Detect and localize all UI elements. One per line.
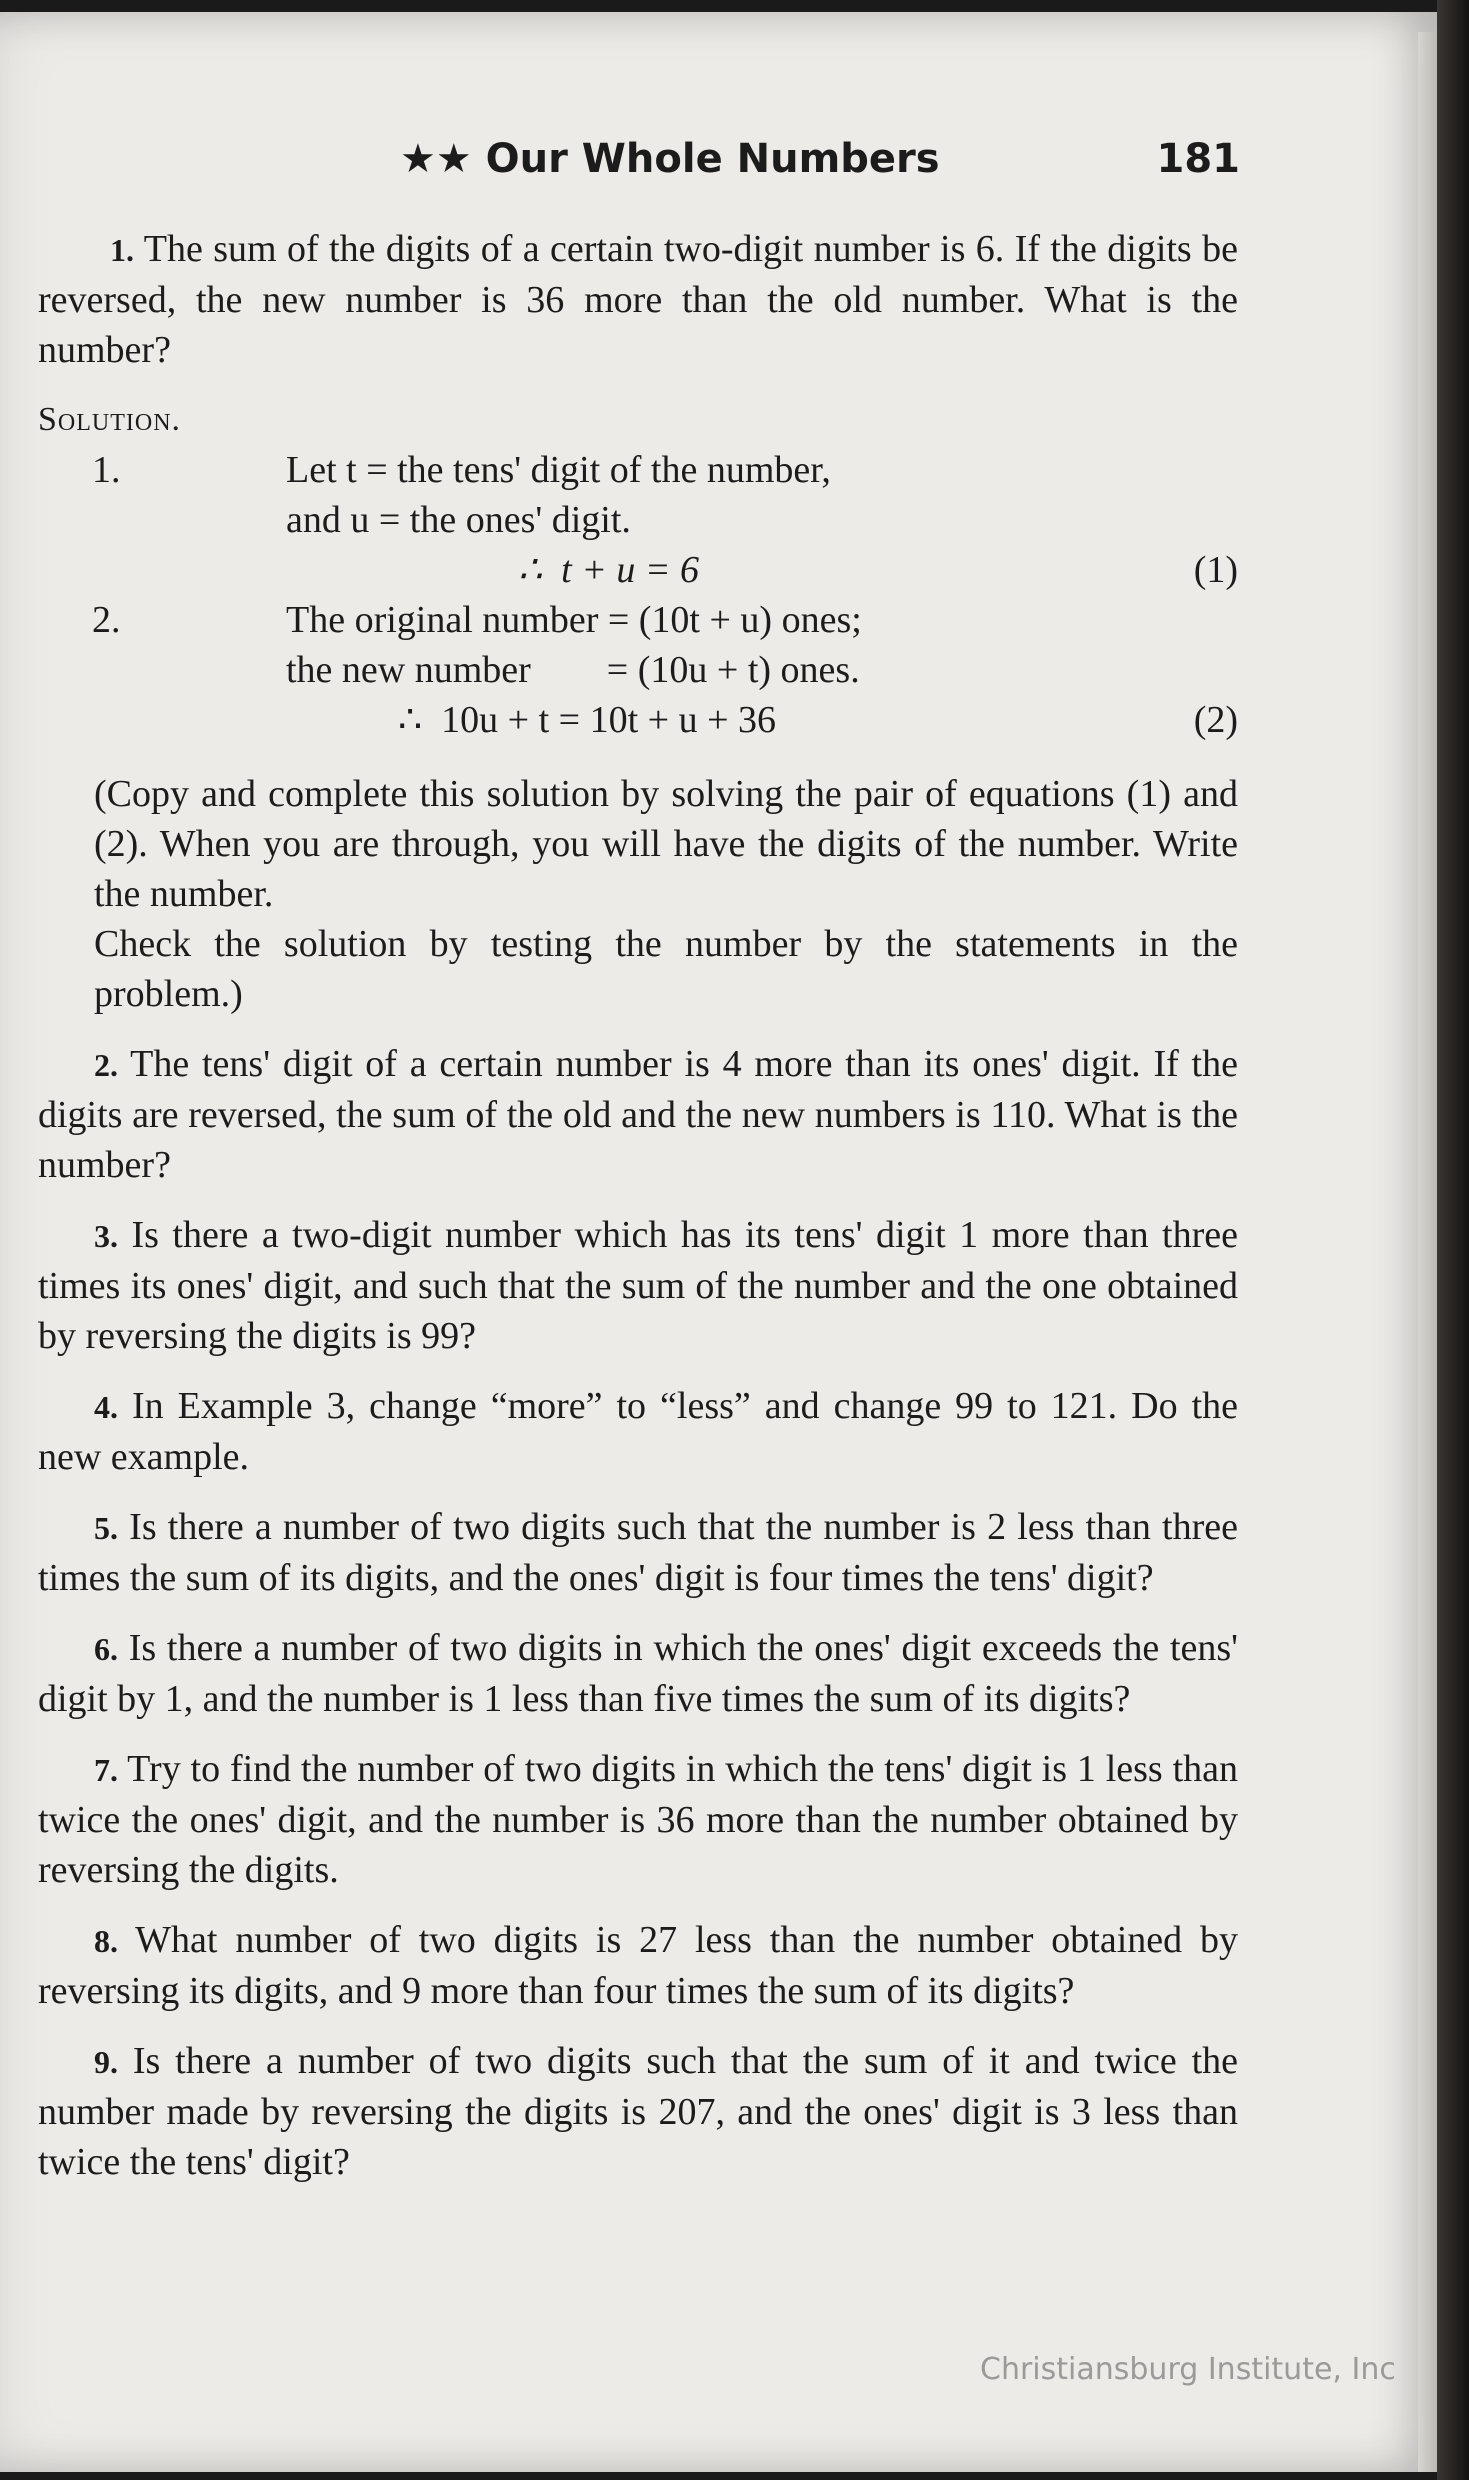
book-spine	[1437, 0, 1469, 2480]
step-text: The original number = (10t + u) ones;	[286, 599, 862, 641]
problem-number: 1.	[110, 232, 134, 268]
step-text: the new number = (10u + t) ones.	[286, 649, 860, 691]
problem-number: 4.	[94, 1389, 118, 1425]
step-number: 2.	[92, 599, 121, 641]
solution-step-2-line-2	[38, 645, 1238, 695]
equation-tag: (1)	[1193, 549, 1238, 591]
problem-text: Is there a two-digit number which has its tens' digit 1 more than three times its ones' digit, and such that the sum of the number and the one obtained by reversing the digits is 99?	[38, 1214, 1238, 1357]
problem-2	[38, 1039, 1238, 1190]
solution-instructions: (Copy and complete this solution by solving the pair of equations (1) and (2). When you are through, you will have the digits of the number. Write the number.	[94, 773, 1238, 915]
step-number: 1.	[92, 449, 121, 491]
step-text: Let t = the tens' digit of the number,	[286, 449, 831, 491]
problem-number: 7.	[94, 1752, 118, 1788]
problem-text: Is there a number of two digits such that the sum of it and twice the number made by reversing the digits is 207, and the ones' digit is 3 less than twice the tens' digit?	[38, 2040, 1239, 2183]
problem-8	[38, 1915, 1238, 2016]
problem-text: Is there a number of two digits such that the number is 2 less than three times the sum of its digits, and the ones' digit is four times the tens' digit?	[38, 1506, 1238, 1599]
equation-1	[38, 545, 1238, 595]
equation-2	[38, 695, 1238, 745]
solution-step-1-line-2	[38, 495, 1238, 545]
equation-text: ∴ t + u = 6	[518, 549, 700, 591]
solution-step-1-line-1	[38, 445, 1238, 495]
problem-9	[38, 2036, 1238, 2187]
problem-5	[38, 1502, 1238, 1603]
step-text: and u = the ones' digit.	[286, 499, 631, 541]
problem-number: 3.	[94, 1218, 118, 1254]
problem-7	[38, 1744, 1238, 1895]
equation-tag: (2)	[1193, 699, 1238, 741]
solution-step-2-line-1	[38, 595, 1238, 645]
problem-number: 6.	[94, 1631, 118, 1667]
page-number: 181	[1156, 136, 1240, 182]
solution-label: Solution.	[38, 401, 182, 438]
problem-4	[38, 1381, 1238, 1482]
problem-number: 8.	[94, 1923, 118, 1959]
problem-number: 5.	[94, 1510, 118, 1546]
problem-list	[38, 1039, 1238, 2187]
problem-text: In Example 3, change “more” to “less” and change 99 to 121. Do the new example.	[38, 1385, 1238, 1478]
solution-check: Check the solution by testing the number by the statements in the problem.)	[94, 923, 1238, 1015]
problem-number: 9.	[94, 2044, 118, 2080]
problem-text: Try to find the number of two digits in which the tens' digit is 1 less than twice the ones' digit, and the number is 36 more than the number obtained by reversing the digits.	[38, 1748, 1238, 1891]
page-title: ★★ Our Whole Numbers	[400, 136, 940, 182]
page-content	[38, 128, 1238, 2187]
problem-3	[38, 1210, 1238, 1361]
problem-text: The sum of the digits of a certain two-digit number is 6. If the digits be reversed, the new number is 36 more than the old number. What is the number?	[38, 228, 1238, 371]
watermark: Christiansburg Institute, Inc	[980, 2352, 1396, 2387]
problem-text: Is there a number of two digits in which the ones' digit exceeds the tens' digit by 1, and the number is 1 less than five times the sum of its digits?	[38, 1627, 1239, 1720]
problem-1	[38, 224, 1238, 375]
problem-6	[38, 1623, 1238, 1724]
problem-text: What number of two digits is 27 less than the number obtained by reversing its digits, and 9 more than four times the sum of its digits?	[38, 1919, 1238, 2012]
problem-number: 2.	[94, 1047, 118, 1083]
equation-text: ∴ 10u + t = 10t + u + 36	[398, 699, 777, 741]
problem-text: The tens' digit of a certain number is 4 more than its ones' digit. If the digits are reversed, the sum of the old and the new numbers is 110. What is the number?	[38, 1043, 1238, 1186]
